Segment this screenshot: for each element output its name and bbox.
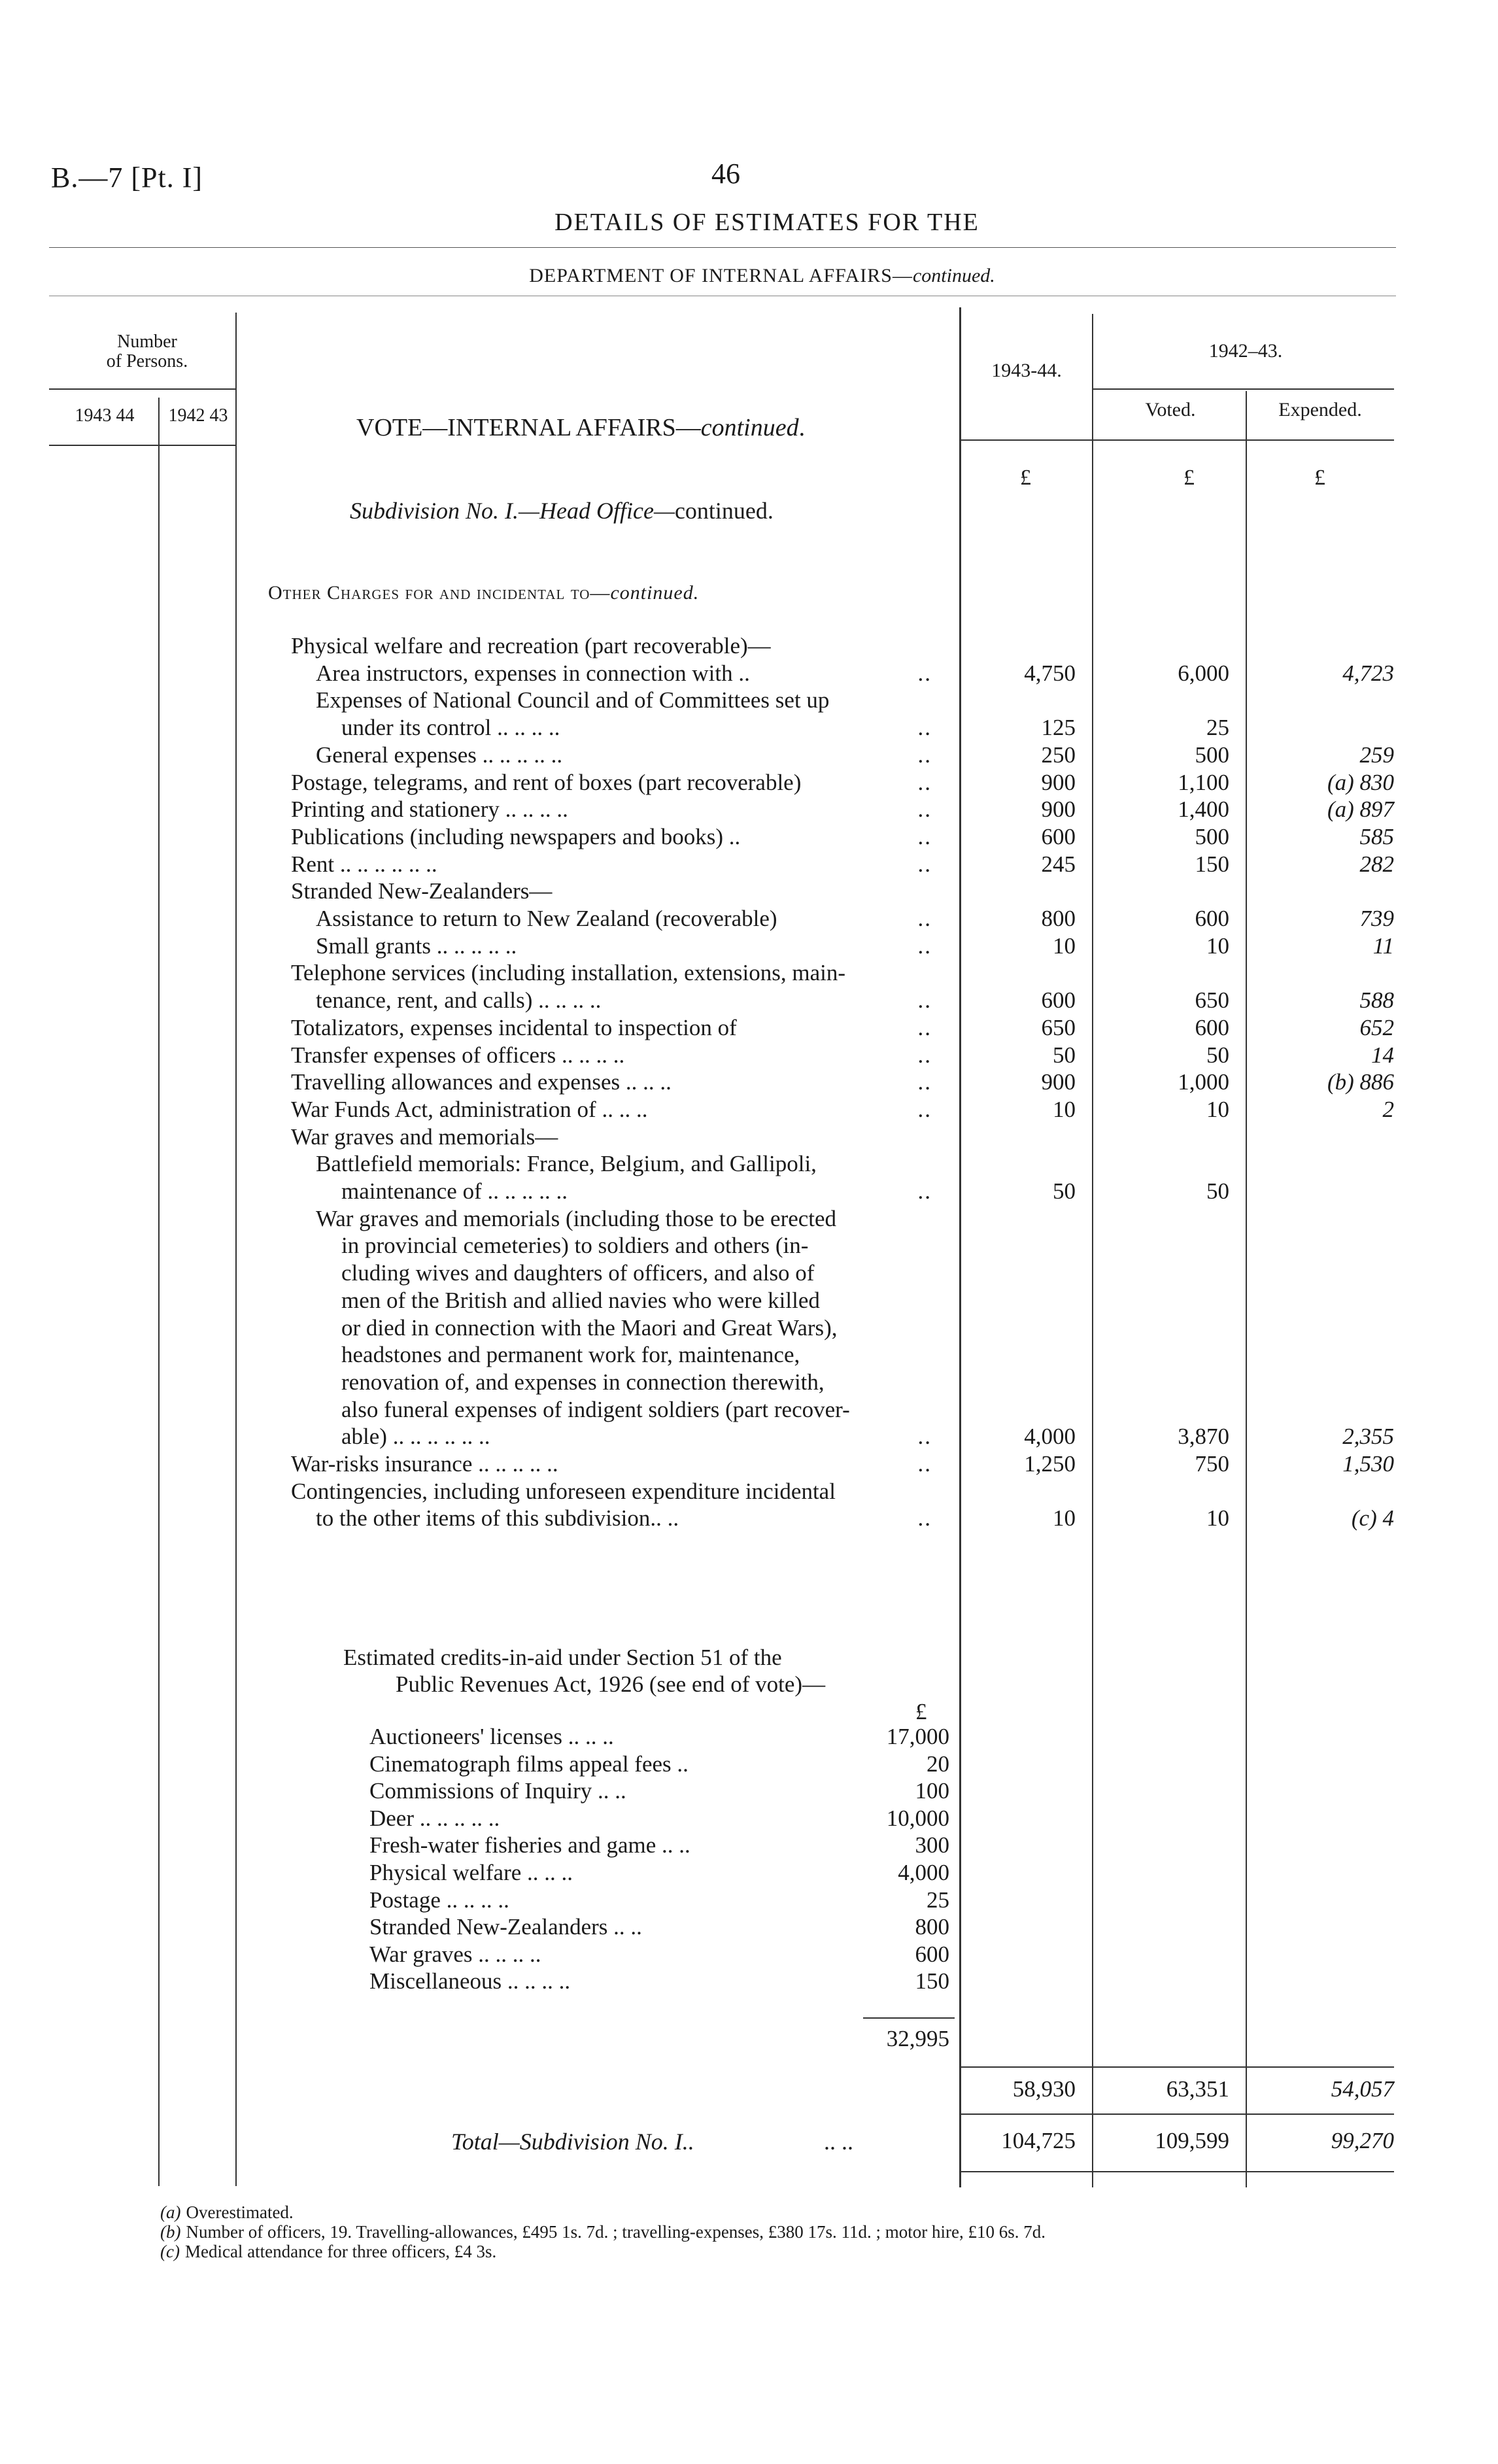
line-item-description: men of the British and allied navies who were killed — [341, 1288, 820, 1313]
line-item-row — [0, 1097, 1498, 1123]
voted-1942-43: 750 — [1195, 1451, 1229, 1477]
previous-year-rule — [1092, 388, 1394, 390]
estimate-1943-44: 900 — [1041, 796, 1076, 822]
line-item-description: Area instructors, expenses in connection with .. — [316, 660, 750, 686]
expended-1942-43: 652 — [1359, 1015, 1394, 1040]
persons-col-1943: 1943 44 — [75, 405, 135, 426]
line-item-description: Stranded New-Zealanders— — [291, 878, 553, 904]
total-estimate: 104,725 — [1001, 2128, 1076, 2153]
sum-expended: 54,057 — [1331, 2076, 1394, 2102]
line-item-description: Physical welfare and recreation (part recoverable)— — [291, 633, 771, 659]
line-item-row — [0, 770, 1498, 796]
sum-rule — [959, 2066, 1394, 2068]
credit-item-label: Commissions of Inquiry .. .. — [369, 1778, 626, 1804]
footnote-mark: (b) — [160, 2222, 181, 2242]
footnote-mark: (c) — [160, 2242, 180, 2261]
line-item-description: War Funds Act, administration of .. .. .. — [291, 1097, 648, 1122]
line-item-row — [0, 933, 1498, 959]
leader-dots: .. — [917, 770, 932, 795]
line-item-description: Assistance to return to New Zealand (recoverable) — [316, 906, 777, 931]
leader-dots: .. — [917, 1015, 932, 1040]
footnote — [160, 2202, 294, 2222]
voted-1942-43: 6,000 — [1178, 660, 1229, 686]
previous-year-header: 1942–43. — [1208, 340, 1283, 362]
leader-dots: .. — [917, 1097, 932, 1122]
line-item-row — [0, 1315, 1498, 1341]
estimate-1943-44: 600 — [1041, 987, 1076, 1013]
expended-1942-43: 585 — [1359, 824, 1394, 849]
voted-1942-43: 10 — [1206, 933, 1229, 959]
line-item-row — [0, 715, 1498, 741]
line-item-description: Totalizators, expenses incidental to inspection of — [291, 1015, 737, 1040]
estimate-1943-44: 900 — [1041, 770, 1076, 795]
leader-dots: .. — [917, 1451, 932, 1477]
credit-item-amount: 800 — [915, 1914, 949, 1940]
estimate-1943-44: 10 — [1053, 1097, 1076, 1122]
line-item-row — [0, 987, 1498, 1014]
line-item-description: Transfer expenses of officers .. .. .. .. — [291, 1042, 625, 1068]
leader-dots: .. — [917, 933, 932, 959]
line-item-description: War graves and memorials (including those to be erected — [316, 1206, 837, 1231]
expended-1942-43: 14 — [1371, 1042, 1394, 1068]
voted-1942-43: 1,000 — [1178, 1069, 1229, 1095]
leader-dots: .. — [917, 660, 932, 686]
line-item-row — [0, 660, 1498, 687]
line-item-row — [0, 1206, 1498, 1232]
credit-item-label: Cinematograph films appeal fees .. — [369, 1751, 689, 1777]
line-item-row — [0, 1151, 1498, 1177]
department-title: DEPARTMENT OF INTERNAL AFFAIRS—continued. — [529, 265, 995, 286]
line-item-description: Contingencies, including unforeseen expenditure incidental — [291, 1479, 836, 1504]
line-item-description: also funeral expenses of indigent soldiers (part recover- — [341, 1397, 850, 1422]
expended-header: Expended. — [1278, 399, 1362, 420]
voted-1942-43: 500 — [1195, 824, 1229, 849]
pound-expended: £ — [1314, 466, 1325, 490]
estimate-1943-44: 1,250 — [1024, 1451, 1076, 1477]
estimate-1943-44: 10 — [1053, 1505, 1076, 1531]
leader-dots: .. — [917, 1042, 932, 1068]
credit-item-amount: 4,000 — [898, 1860, 949, 1885]
footnote-text: Overestimated. — [186, 2202, 294, 2222]
leader-dots: .. — [917, 824, 932, 849]
voted-1942-43: 10 — [1206, 1505, 1229, 1531]
estimate-1943-44: 4,750 — [1024, 660, 1076, 686]
expended-1942-43: 1,530 — [1342, 1451, 1394, 1477]
credits-total: 32,995 — [886, 2026, 949, 2051]
persons-col-1942: 1942 43 — [168, 405, 228, 426]
credit-item-label: Auctioneers' licenses .. .. .. — [369, 1724, 614, 1749]
credits-total-rule — [863, 2017, 955, 2019]
sum-voted: 63,351 — [1166, 2076, 1229, 2102]
line-item-row — [0, 1042, 1498, 1069]
persons-sub-rule — [49, 445, 235, 446]
expended-1942-43: 259 — [1359, 742, 1394, 768]
credit-item-amount: 150 — [915, 1968, 949, 1994]
line-item-row — [0, 851, 1498, 878]
line-item-row — [0, 1288, 1498, 1314]
line-item-row — [0, 1505, 1498, 1531]
line-item-row — [0, 687, 1498, 713]
line-item-description: to the other items of this subdivision.. .. — [316, 1505, 679, 1531]
voted-1942-43: 50 — [1206, 1178, 1229, 1204]
column-header-rule — [959, 439, 1394, 441]
line-item-row — [0, 1451, 1498, 1477]
voted-1942-43: 500 — [1195, 742, 1229, 768]
line-item-description: War-risks insurance .. .. .. .. .. — [291, 1451, 558, 1477]
page-title: DETAILS OF ESTIMATES FOR THE — [554, 209, 979, 236]
credit-item-amount: 20 — [927, 1751, 949, 1777]
line-item-row — [0, 878, 1498, 904]
line-item-description: Battlefield memorials: France, Belgium, and Gallipoli, — [316, 1151, 817, 1176]
leader-dots: .. — [917, 987, 932, 1013]
leader-dots: .. — [917, 715, 932, 740]
credit-item-label: Physical welfare .. .. .. — [369, 1860, 573, 1885]
expended-1942-43: 4,723 — [1342, 660, 1394, 686]
line-item-row — [0, 633, 1498, 659]
line-item-description: under its control .. .. .. .. — [341, 715, 560, 740]
footnote-text: Medical attendance for three officers, £4 3s. — [184, 2242, 497, 2261]
credit-item-amount: 17,000 — [886, 1724, 949, 1749]
credit-item-amount: 600 — [915, 1942, 949, 1967]
credits-intro-line-1: Estimated credits-in-aid under Section 51 of the — [343, 1645, 782, 1670]
voted-1942-43: 1,400 — [1178, 796, 1229, 822]
leader-dots: .. — [917, 906, 932, 931]
total-label-dots: .. .. — [824, 2129, 853, 2155]
estimate-1943-44: 10 — [1053, 933, 1076, 959]
line-item-description: Postage, telegrams, and rent of boxes (part recoverable) — [291, 770, 802, 795]
line-item-description: renovation of, and expenses in connection therewith, — [341, 1369, 825, 1395]
footnote-text: Number of officers, 19. Travelling-allowances, £495 1s. 7d. ; travelling-expenses, £380 17s. 11d. ; motor hire, £10 6s. 7d. — [186, 2222, 1046, 2242]
leader-dots: .. — [917, 1069, 932, 1095]
line-item-row — [0, 1397, 1498, 1423]
line-item-description: Travelling allowances and expenses .. .. .. — [291, 1069, 672, 1095]
line-item-description: Printing and stationery .. .. .. .. — [291, 796, 568, 822]
vote-title: VOTE—INTERNAL AFFAIRS—continued. — [356, 414, 806, 441]
voted-1942-43: 600 — [1195, 1015, 1229, 1040]
credits-intro-line-2: Public Revenues Act, 1926 (see end of vote)— — [396, 1671, 826, 1697]
persons-header-rule — [49, 388, 235, 390]
leader-dots: .. — [917, 742, 932, 768]
expended-1942-43: 11 — [1372, 933, 1394, 959]
estimate-1943-44: 245 — [1041, 851, 1076, 877]
line-item-row — [0, 1124, 1498, 1150]
line-item-row — [0, 824, 1498, 850]
credit-item-label: Postage .. .. .. .. — [369, 1887, 509, 1913]
line-item-description: able) .. .. .. .. .. .. — [341, 1424, 490, 1449]
total-bottom-rule — [959, 2171, 1394, 2172]
line-item-row — [0, 960, 1498, 986]
expended-1942-43: 2 — [1382, 1097, 1394, 1122]
line-item-row — [0, 1260, 1498, 1286]
voted-header: Voted. — [1145, 399, 1196, 420]
total-expended: 99,270 — [1331, 2128, 1394, 2153]
line-item-description: Rent .. .. .. .. .. .. — [291, 851, 437, 877]
leader-dots: .. — [917, 1424, 932, 1449]
estimate-1943-44: 50 — [1053, 1178, 1076, 1204]
voted-1942-43: 150 — [1195, 851, 1229, 877]
total-rule — [959, 2113, 1394, 2115]
persons-header: Number of Persons. — [106, 332, 188, 371]
line-item-description: General expenses .. .. .. .. .. — [316, 742, 563, 768]
leader-dots: .. — [917, 851, 932, 877]
line-item-description: tenance, rent, and calls) .. .. .. .. — [316, 987, 602, 1013]
credits-pound: £ — [915, 1699, 927, 1724]
credit-item-amount: 300 — [915, 1832, 949, 1858]
voted-1942-43: 1,100 — [1178, 770, 1229, 795]
footnote — [160, 2222, 1046, 2242]
credit-item-label: Miscellaneous .. .. .. .. — [369, 1968, 571, 1994]
estimate-1943-44: 650 — [1041, 1015, 1076, 1040]
estimate-1943-44: 600 — [1041, 824, 1076, 849]
line-item-row — [0, 1479, 1498, 1505]
estimate-1943-44: 125 — [1041, 715, 1076, 740]
leader-dots: .. — [917, 796, 932, 822]
line-item-description: Telephone services (including installation, extensions, main- — [291, 960, 846, 985]
credit-item-amount: 25 — [927, 1887, 949, 1913]
total-label: Total—Subdivision No. I.. — [451, 2129, 694, 2155]
estimate-year-header: 1943-44. — [991, 360, 1062, 381]
line-item-description: Small grants .. .. .. .. .. — [316, 933, 517, 959]
leader-dots: .. — [917, 1178, 932, 1204]
credit-item-label: Fresh-water fisheries and game .. .. — [369, 1832, 690, 1858]
line-item-description: maintenance of .. .. .. .. .. — [341, 1178, 568, 1204]
footnote-mark: (a) — [160, 2202, 181, 2222]
title-rule — [49, 247, 1396, 248]
credit-item-label: Stranded New-Zealanders .. .. — [369, 1914, 642, 1940]
credit-item-amount: 10,000 — [886, 1805, 949, 1831]
line-item-description: War graves and memorials— — [291, 1124, 558, 1150]
estimate-1943-44: 800 — [1041, 906, 1076, 931]
pound-estimate: £ — [1020, 466, 1031, 490]
voted-1942-43: 25 — [1206, 715, 1229, 740]
expended-1942-43: (c) 4 — [1351, 1505, 1394, 1531]
voted-1942-43: 3,870 — [1178, 1424, 1229, 1449]
estimate-1943-44: 50 — [1053, 1042, 1076, 1068]
credit-item-label: Deer .. .. .. .. .. — [369, 1805, 500, 1831]
voted-1942-43: 600 — [1195, 906, 1229, 931]
leader-dots: .. — [917, 1505, 932, 1531]
line-item-description: cluding wives and daughters of officers, and also of — [341, 1260, 815, 1286]
line-item-description: in provincial cemeteries) to soldiers and others (in- — [341, 1233, 809, 1258]
line-item-description: or died in connection with the Maori and Great Wars), — [341, 1315, 838, 1341]
line-item-row — [0, 1233, 1498, 1259]
page-number: 46 — [711, 158, 740, 190]
line-item-description: Publications (including newspapers and books) .. — [291, 824, 741, 849]
expended-1942-43: (a) 897 — [1327, 796, 1394, 822]
line-item-row — [0, 906, 1498, 932]
expended-1942-43: (a) 830 — [1327, 770, 1394, 795]
line-item-description: headstones and permanent work for, maintenance, — [341, 1342, 800, 1367]
line-item-row — [0, 1369, 1498, 1395]
estimate-1943-44: 250 — [1041, 742, 1076, 768]
document-code: B.—7 [Pt. I] — [51, 162, 203, 194]
voted-1942-43: 650 — [1195, 987, 1229, 1013]
credit-item-label: War graves .. .. .. .. — [369, 1942, 541, 1967]
line-item-row — [0, 1178, 1498, 1205]
line-item-row — [0, 796, 1498, 823]
line-item-row — [0, 742, 1498, 768]
sum-estimate: 58,930 — [1012, 2076, 1076, 2102]
expended-1942-43: (b) 886 — [1327, 1069, 1394, 1095]
line-item-row — [0, 1015, 1498, 1041]
subdivision-title: Subdivision No. I.—Head Office—continued. — [350, 498, 774, 524]
expended-1942-43: 282 — [1359, 851, 1394, 877]
section-heading: Other Charges for and incidental to—continued. — [268, 582, 700, 604]
voted-1942-43: 10 — [1206, 1097, 1229, 1122]
credit-item-amount: 100 — [915, 1778, 949, 1804]
expended-1942-43: 588 — [1359, 987, 1394, 1013]
footnote — [160, 2242, 496, 2261]
line-item-description: Expenses of National Council and of Committees set up — [316, 687, 830, 713]
voted-1942-43: 50 — [1206, 1042, 1229, 1068]
estimate-1943-44: 900 — [1041, 1069, 1076, 1095]
line-item-row — [0, 1342, 1498, 1368]
total-voted: 109,599 — [1155, 2128, 1229, 2153]
line-item-row — [0, 1424, 1498, 1450]
pound-voted: £ — [1183, 466, 1195, 490]
line-item-row — [0, 1069, 1498, 1095]
estimate-1943-44: 4,000 — [1024, 1424, 1076, 1449]
expended-1942-43: 2,355 — [1342, 1424, 1394, 1449]
expended-1942-43: 739 — [1359, 906, 1394, 931]
